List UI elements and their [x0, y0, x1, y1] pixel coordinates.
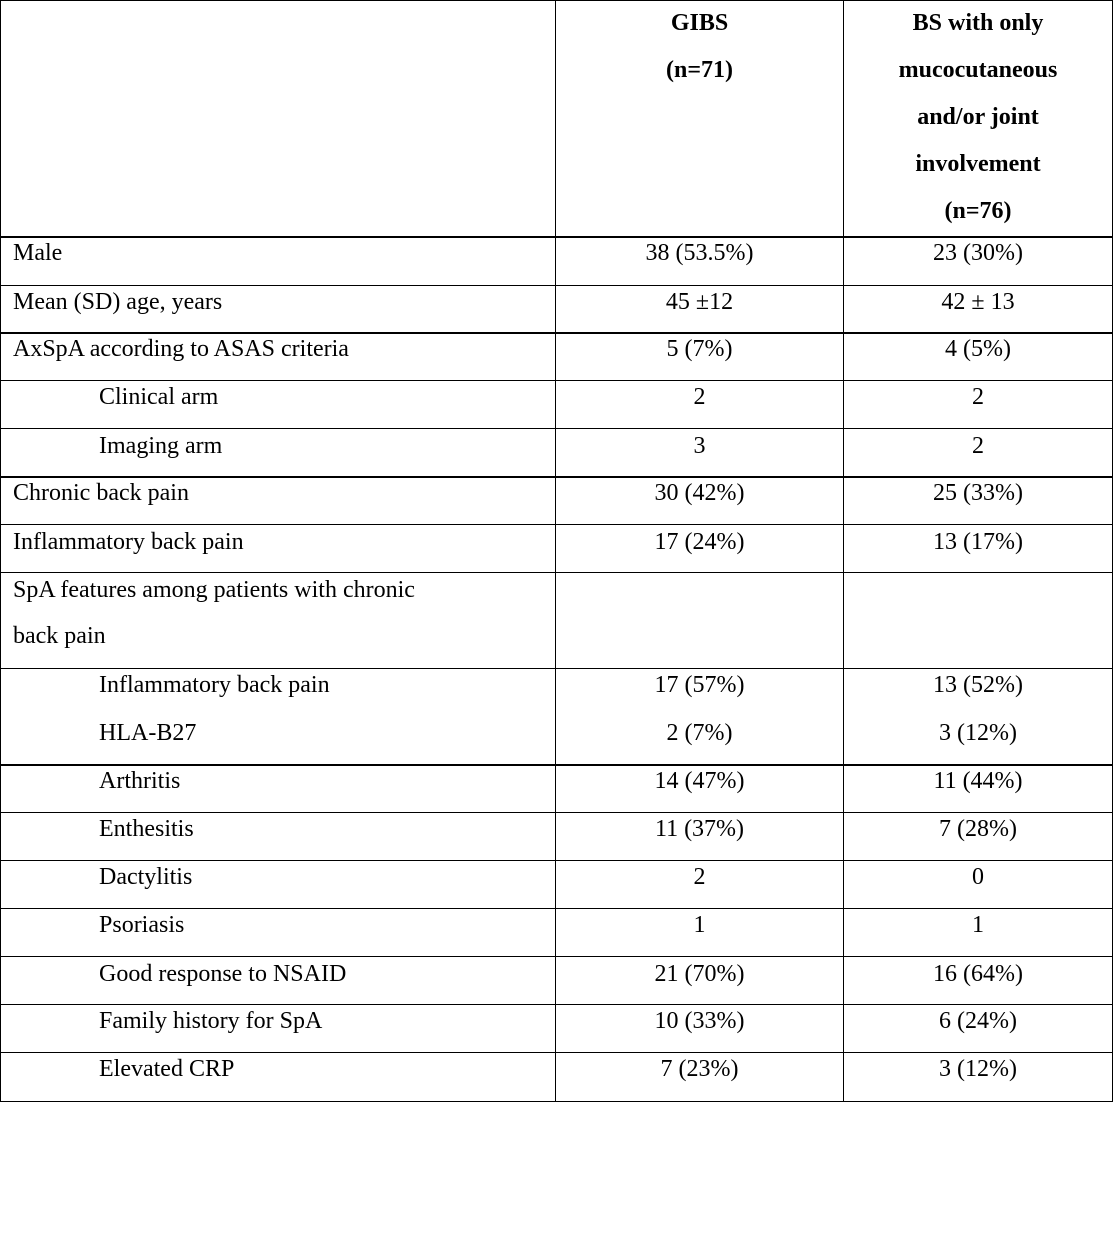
row-label: HLA-B27 [99, 720, 197, 746]
header-bs-line: mucocutaneous [898, 57, 1058, 83]
gibs-value: 3 [693, 433, 706, 459]
row-label: Psoriasis [99, 912, 185, 938]
bs-value: 4 (5%) [945, 336, 1011, 362]
table-border-left [0, 0, 1, 1102]
gibs-value: 14 (47%) [654, 768, 745, 794]
bs-value: 3 (12%) [939, 1056, 1017, 1082]
header-bs-line: involvement [915, 151, 1041, 177]
bs-value: 23 (30%) [933, 240, 1023, 266]
bs-value: 13 (52%) [933, 672, 1023, 698]
gibs-value: 5 (7%) [666, 336, 733, 362]
bs-value: 11 (44%) [933, 768, 1023, 794]
header-gibs [556, 0, 843, 94]
row-label: AxSpA according to ASAS criteria [13, 336, 349, 362]
row-label: Chronic back pain [13, 480, 189, 506]
row-label: Inflammatory back pain [13, 529, 244, 555]
bs-value: 1 [972, 912, 984, 938]
row-label: back pain [13, 623, 106, 649]
bs-value: 2 [972, 384, 984, 410]
row-label: Arthritis [99, 768, 181, 794]
gibs-value: 2 (7%) [666, 720, 733, 746]
table-border-bottom [0, 1101, 1113, 1102]
row-label: Dactylitis [99, 864, 193, 890]
header-bs-line: (n=76) [944, 198, 1012, 224]
gibs-value: 17 (24%) [654, 529, 745, 555]
gibs-value: 11 (37%) [654, 816, 745, 842]
gibs-value: 45 ±12 [665, 289, 734, 315]
gibs-value: 10 (33%) [654, 1008, 745, 1034]
gibs-value: 2 [693, 384, 706, 410]
gibs-value: 38 (53.5%) [645, 240, 754, 266]
header-bs [843, 0, 1113, 235]
row-label: Good response to NSAID [99, 961, 347, 987]
gibs-value: 30 (42%) [654, 480, 745, 506]
gibs-value: 17 (57%) [654, 672, 745, 698]
row-label: Elevated CRP [99, 1056, 235, 1082]
header-gibs-line: (n=71) [665, 57, 733, 83]
bs-value: 16 (64%) [933, 961, 1023, 987]
bs-value: 25 (33%) [933, 480, 1023, 506]
row-label: Enthesitis [99, 816, 194, 842]
bs-value: 2 [972, 433, 984, 459]
row-label: Inflammatory back pain [99, 672, 330, 698]
bs-value: 13 (17%) [933, 529, 1023, 555]
header-bs-line: and/or joint [917, 104, 1039, 130]
bs-value: 0 [972, 864, 984, 890]
row-label: Mean (SD) age, years [13, 289, 223, 315]
header-bs-line: BS with only [912, 10, 1044, 36]
row-label: Family history for SpA [99, 1008, 323, 1034]
row-label: SpA features among patients with chronic [13, 577, 415, 603]
header-gibs-line: GIBS [670, 10, 729, 36]
row-label: Clinical arm [99, 384, 219, 410]
bs-value: 6 (24%) [939, 1008, 1017, 1034]
row-label: Male [13, 240, 63, 266]
gibs-value: 1 [693, 912, 706, 938]
bs-value: 7 (28%) [939, 816, 1017, 842]
bs-value: 42 ± 13 [941, 289, 1015, 315]
gibs-value: 7 (23%) [660, 1056, 739, 1082]
gibs-value: 21 (70%) [654, 961, 745, 987]
gibs-value: 2 [693, 864, 706, 890]
bs-value: 3 (12%) [939, 720, 1017, 746]
row-label: Imaging arm [99, 433, 223, 459]
